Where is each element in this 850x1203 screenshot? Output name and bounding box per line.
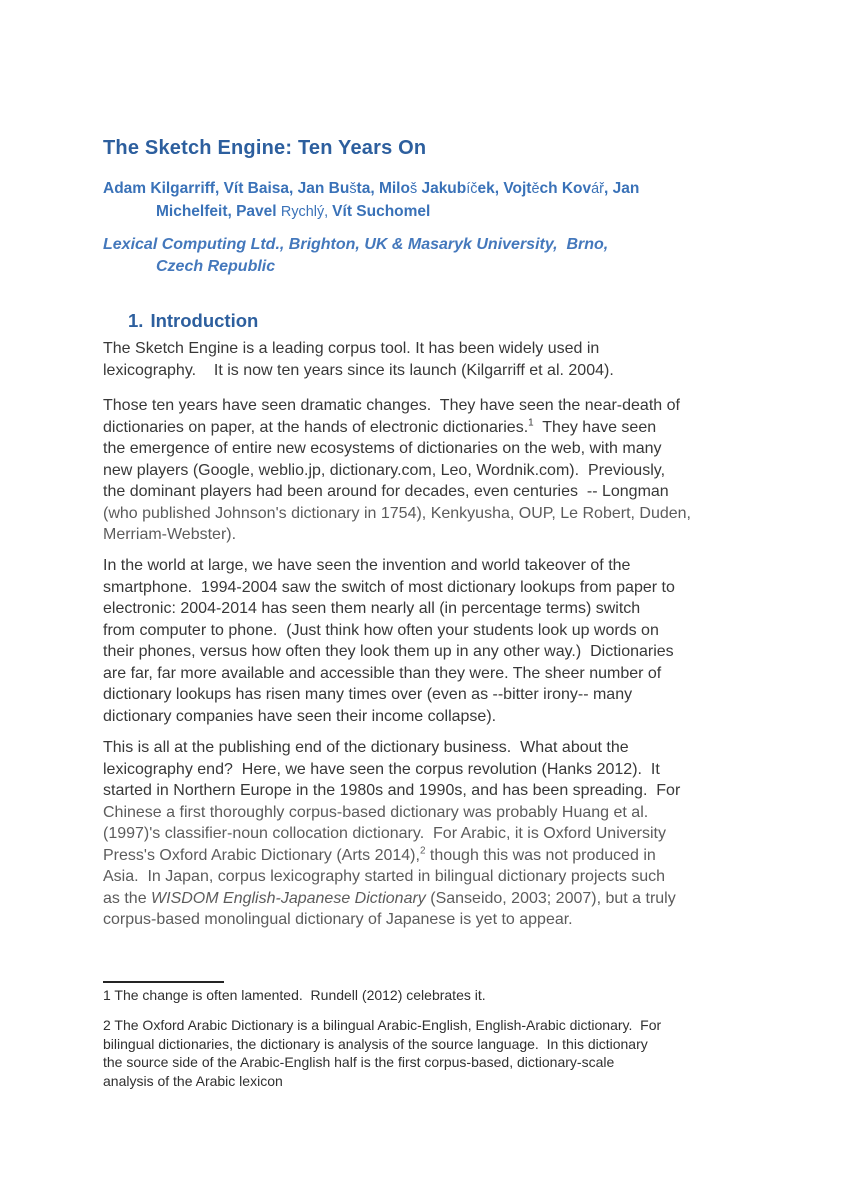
- footnote-separator-rule: [103, 981, 224, 983]
- text-line: [103, 759, 680, 781]
- text-line: [103, 178, 639, 201]
- text-segment: smartphone. 1994-2004 saw the switch of most dictionary lookups from paper to: [103, 578, 675, 596]
- text-segment: This is all at the publishing end of the dictionary business. What about the: [103, 739, 629, 756]
- paragraph-dictionary-changes: [103, 395, 691, 546]
- text-line: [103, 663, 675, 685]
- text-line: [103, 577, 675, 599]
- text-segment: corpus-based monolingual dictionary of Japanese is yet to appear.: [103, 911, 573, 928]
- text-segment: Lexical Computing Ltd., Brighton, UK & Masaryk University, Brno,: [103, 236, 609, 253]
- text-line: [103, 555, 675, 577]
- text-segment: dictionaries on paper, at the hands of electronic dictionaries.: [103, 418, 529, 436]
- footnote-2: [103, 1016, 661, 1090]
- text-line: [103, 417, 691, 439]
- text-segment: lexicography. It is now ten years since its launch (Kilgarriff et al. 2004).: [103, 361, 614, 379]
- text-line: [103, 866, 680, 888]
- text-line: [103, 684, 675, 706]
- text-line: [103, 737, 680, 759]
- text-segment: WISDOM English-Japanese Dictionary: [151, 889, 426, 907]
- text-segment: are far, far more available and accessible than they were. The sheer number of: [103, 664, 662, 682]
- text-segment: electronic: 2004-2014 has seen them nearly all (in percentage terms) switch: [103, 600, 641, 617]
- text-segment: started in Northern Europe in the 1980s and 1990s, and has been spreading. For: [103, 782, 681, 799]
- footnote-1: [103, 986, 486, 1005]
- paragraph-lexicography: [103, 737, 680, 931]
- text-segment: the emergence of entire new ecosystems of dictionaries on the web, with many: [103, 440, 662, 457]
- text-segment: Jakub: [417, 180, 467, 197]
- text-line: [103, 503, 691, 525]
- text-segment: dictionary lookups has risen many times over (even as --bitter irony-- many: [103, 686, 633, 703]
- text-segment: 1 The change is often lamented. Rundell (2012) celebrates it.: [103, 987, 486, 1003]
- text-line: [103, 823, 680, 845]
- text-segment: (who published Johnson's dictionary in 1754), Kenkyusha, OUP, Le Robert, Duden,: [103, 504, 691, 522]
- text-line: [103, 706, 675, 728]
- text-segment: though this was not produced in: [425, 846, 656, 864]
- text-line: [103, 641, 675, 663]
- text-line: [103, 438, 691, 460]
- text-segment: íč: [466, 181, 478, 197]
- text-segment: new players (Google, weblio.jp, dictionary.com, Leo, Wordnik.com). Previously,: [103, 461, 666, 479]
- text-line: [103, 481, 691, 503]
- text-line: [103, 395, 691, 417]
- text-segment: ta, Milo: [356, 180, 410, 197]
- text-line: [103, 986, 486, 1005]
- text-line: [103, 780, 680, 802]
- section-title: Introduction: [150, 310, 259, 331]
- text-line: [103, 888, 680, 910]
- text-segment: the dominant players had been around for decades, even centuries -- Longman: [103, 483, 669, 500]
- text-segment: the source side of the Arabic-English half is the first corpus-based, dictionary-scale: [103, 1054, 615, 1070]
- text-segment: Chinese a first thoroughly corpus-based dictionary was probably Huang et al.: [103, 803, 649, 821]
- text-line: [103, 1053, 661, 1072]
- footnote-reference-superscript: 1: [528, 417, 534, 429]
- text-segment: Adam Kilgarriff, Vít Baisa, Jan Bu: [103, 180, 350, 197]
- author-affiliation: [103, 234, 608, 278]
- text-line: [103, 909, 680, 931]
- text-segment: bilingual dictionaries, the dictionary is analysis of the source language. In this dictionary: [103, 1035, 648, 1052]
- footnote-reference-superscript: 2: [419, 845, 426, 857]
- text-segment: , Jan: [603, 180, 640, 197]
- text-segment: (1997)'s classifier-noun collocation dictionary. For Arabic, it is Oxford University: [103, 825, 666, 842]
- text-segment: Press's Oxford Arabic Dictionary (Arts 2014),: [103, 846, 420, 864]
- text-line: [103, 460, 691, 482]
- text-segment: ch Kov: [539, 180, 592, 197]
- text-line: [103, 802, 680, 824]
- text-segment: analysis of the Arabic lexicon: [103, 1072, 283, 1089]
- text-segment: Michelfeit, Pavel: [156, 202, 281, 220]
- text-segment: ě: [531, 181, 540, 197]
- text-line: [103, 1016, 661, 1035]
- text-segment: Vít Suchomel: [332, 202, 431, 220]
- text-segment: dictionary companies have seen their income collapse).: [103, 707, 497, 725]
- text-line: [103, 338, 614, 360]
- text-segment: ek, Vojt: [477, 180, 532, 197]
- author-list: [103, 178, 639, 223]
- text-line: [103, 845, 680, 867]
- text-line: [103, 598, 675, 620]
- text-line: [103, 234, 608, 256]
- paragraph-intro: [103, 338, 614, 381]
- text-segment: The Sketch Engine is a leading corpus tool. It has been widely used in: [103, 340, 600, 357]
- text-line: [103, 620, 675, 642]
- text-segment: their phones, versus how often they look them up in any other way.) Dictionaries: [103, 643, 674, 660]
- section-number: 1.: [128, 310, 144, 331]
- text-segment: Czech Republic: [156, 258, 276, 275]
- text-segment: In the world at large, we have seen the invention and world takeover of the: [103, 557, 631, 574]
- text-segment: They have seen: [533, 418, 657, 436]
- text-segment: Rychlý: [280, 203, 325, 220]
- text-segment: as the: [103, 889, 152, 907]
- paper-title: The Sketch Engine: Ten Years On: [103, 137, 427, 159]
- text-segment: Those ten years have seen dramatic changes. They have seen the near-death of: [103, 397, 680, 414]
- text-line: [103, 1072, 661, 1091]
- text-line: [103, 524, 691, 546]
- text-line: [103, 360, 614, 382]
- text-segment: Merriam-Webster).: [103, 526, 237, 543]
- text-segment: ,: [324, 203, 333, 220]
- text-segment: š: [349, 181, 357, 197]
- text-segment: Asia. In Japan, corpus lexicography started in bilingual dictionary projects such: [103, 868, 666, 885]
- text-segment: 2 The Oxford Arabic Dictionary is a bilingual Arabic-English, English-Arabic dictionary. For: [103, 1017, 662, 1033]
- text-line: [103, 256, 608, 278]
- text-line: [103, 1035, 661, 1054]
- text-segment: lexicography end? Here, we have seen the corpus revolution (Hanks 2012). It: [103, 760, 660, 778]
- text-line: [103, 201, 639, 224]
- text-segment: from computer to phone. (Just think how often your students look up words on: [103, 621, 659, 639]
- text-segment: (Sanseido, 2003; 2007), but a truly: [425, 889, 676, 907]
- text-segment: š: [409, 181, 418, 197]
- section-heading-introduction: [128, 310, 258, 332]
- text-segment: ář: [591, 181, 604, 197]
- paragraph-smartphone: [103, 555, 675, 727]
